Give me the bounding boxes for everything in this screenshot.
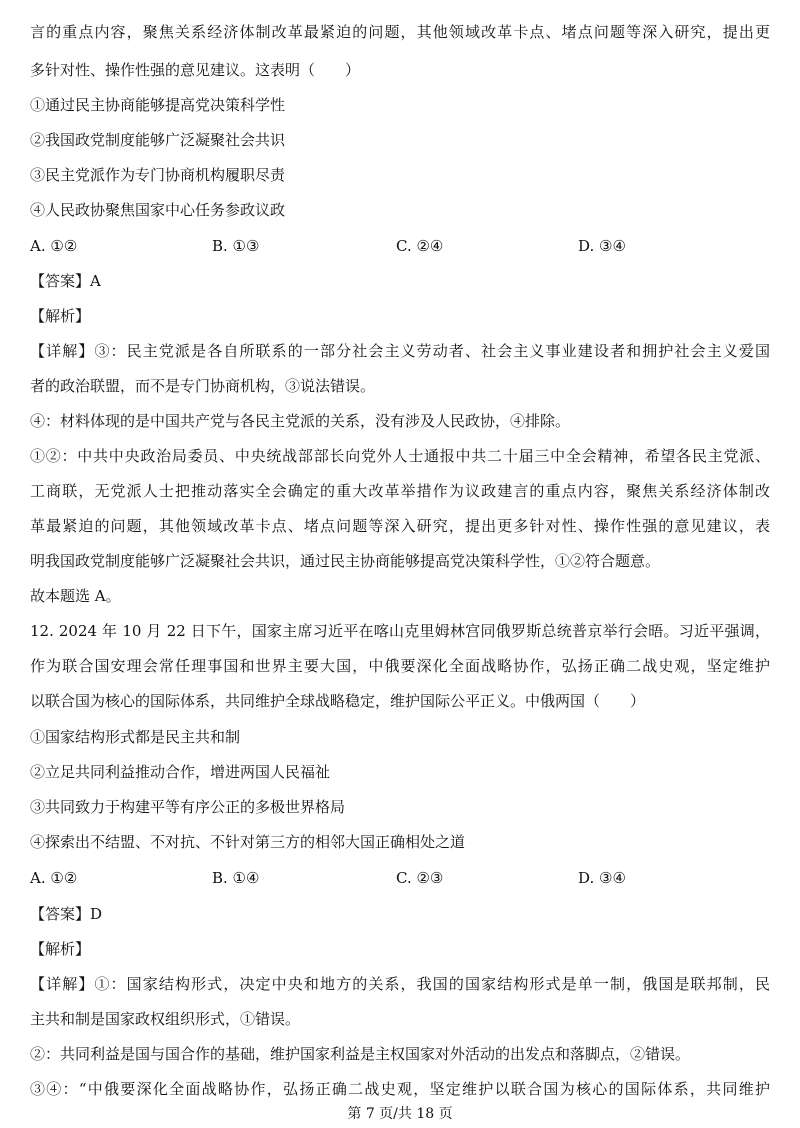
q11-option-c: C. ②④ — [396, 237, 444, 255]
q12-detail-line-4: ③④：“中俄要深化全面战略协作，弘扬正确二战史观，坚定维护以联合国为核心的国际体系，共同维护 — [30, 1080, 770, 1098]
q11-option-a: A. ①② — [30, 237, 78, 255]
q11-detail-line-1: 【详解】③：民主党派是各自所联系的一部分社会主义劳动者、社会主义事业建设者和拥护社会主义爱国 — [30, 342, 770, 360]
q11-stem-line-1: 言的重点内容，聚焦关系经济体制改革最紧迫的问题，其他领域改革卡点、堵点问题等深入研究，提出更 — [30, 23, 770, 41]
q11-detail-line-4: ①②：中共中央政治局委员、中央统战部部长向党外人士通报中共二十届三中全会精神，希望各民主党派、 — [30, 447, 770, 465]
q12-stem-line-2: 作为联合国安理会常任理事国和世界主要大国，中俄要深化全面战略协作，弘扬正确二战史观，坚定维护 — [30, 657, 770, 675]
q11-stem-line-2: 多针对性、操作性强的意见建议。这表明（ ） — [30, 61, 361, 79]
q11-option-d: D. ③④ — [578, 237, 626, 255]
q12-option-c: C. ②③ — [396, 869, 444, 887]
page-footer: 第 7 页/共 18 页 — [347, 1106, 453, 1122]
q12-option-d: D. ③④ — [578, 869, 626, 887]
q11-statement-1: ①通过民主协商能够提高党决策科学性 — [30, 96, 286, 114]
q12-detail-line-1: 【详解】①：国家结构形式，决定中央和地方的关系，我国的国家结构形式是单一制，俄国是联邦制，民 — [30, 975, 770, 993]
q11-statement-3: ③民主党派作为专门协商机构履职尽责 — [30, 166, 286, 184]
q11-detail-line-3: ④：材料体现的是中国共产党与各民主党派的关系，没有涉及人民政协，④排除。 — [30, 412, 571, 430]
q12-statement-3: ③共同致力于构建平等有序公正的多极世界格局 — [30, 798, 346, 816]
q12-statement-2: ②立足共同利益推动合作，增进两国人民福祉 — [30, 763, 331, 781]
q12-detail-line-2: 主共和制是国家政权组织形式，①错误。 — [30, 1010, 301, 1028]
q12-option-a: A. ①② — [30, 869, 78, 887]
q11-statement-4: ④人民政协聚焦国家中心任务参政议政 — [30, 201, 286, 219]
q11-analysis-label: 【解析】 — [30, 307, 91, 325]
q12-statement-1: ①国家结构形式都是民主共和制 — [30, 728, 241, 746]
q12-statement-4: ④探索出不结盟、不对抗、不针对第三方的相邻大国正确相处之道 — [30, 833, 466, 851]
q11-statement-2: ②我国政党制度能够广泛凝聚社会共识 — [30, 131, 286, 149]
q11-conclusion: 故本题选 A。 — [30, 587, 121, 605]
q11-answer: 【答案】A — [30, 272, 101, 290]
q11-detail-line-2: 者的政治联盟，而不是专门协商机构，③说法错误。 — [30, 377, 376, 395]
q12-option-b: B. ①④ — [212, 869, 260, 887]
q11-detail-line-5: 工商联，无党派人士把推动落实全会确定的重大改革举措作为议政建言的重点内容，聚焦关系经济体制改 — [30, 482, 770, 500]
q11-option-b: B. ①③ — [212, 237, 260, 255]
q12-stem-line-1: 12. 2024 年 10 月 22 日下午，国家主席习近平在喀山克里姆林宫同俄罗斯总统普京举行会晤。习近平强调， — [30, 622, 770, 640]
q11-detail-line-6: 革最紧迫的问题，其他领域改革卡点、堵点问题等深入研究，提出更多针对性、操作性强的意见建议，表 — [30, 517, 770, 535]
q12-stem-line-3: 以联合国为核心的国际体系，共同维护全球战略稳定，维护国际公平正义。中俄两国（ ） — [30, 692, 646, 710]
q11-detail-line-7: 明我国政党制度能够广泛凝聚社会共识，通过民主协商能够提高党决策科学性，①②符合题意。 — [30, 552, 661, 570]
q12-analysis-label: 【解析】 — [30, 940, 91, 958]
q12-answer: 【答案】D — [30, 905, 103, 923]
q12-detail-line-3: ②：共同利益是国与国合作的基础，维护国家利益是主权国家对外活动的出发点和落脚点，②错误。 — [30, 1045, 691, 1063]
